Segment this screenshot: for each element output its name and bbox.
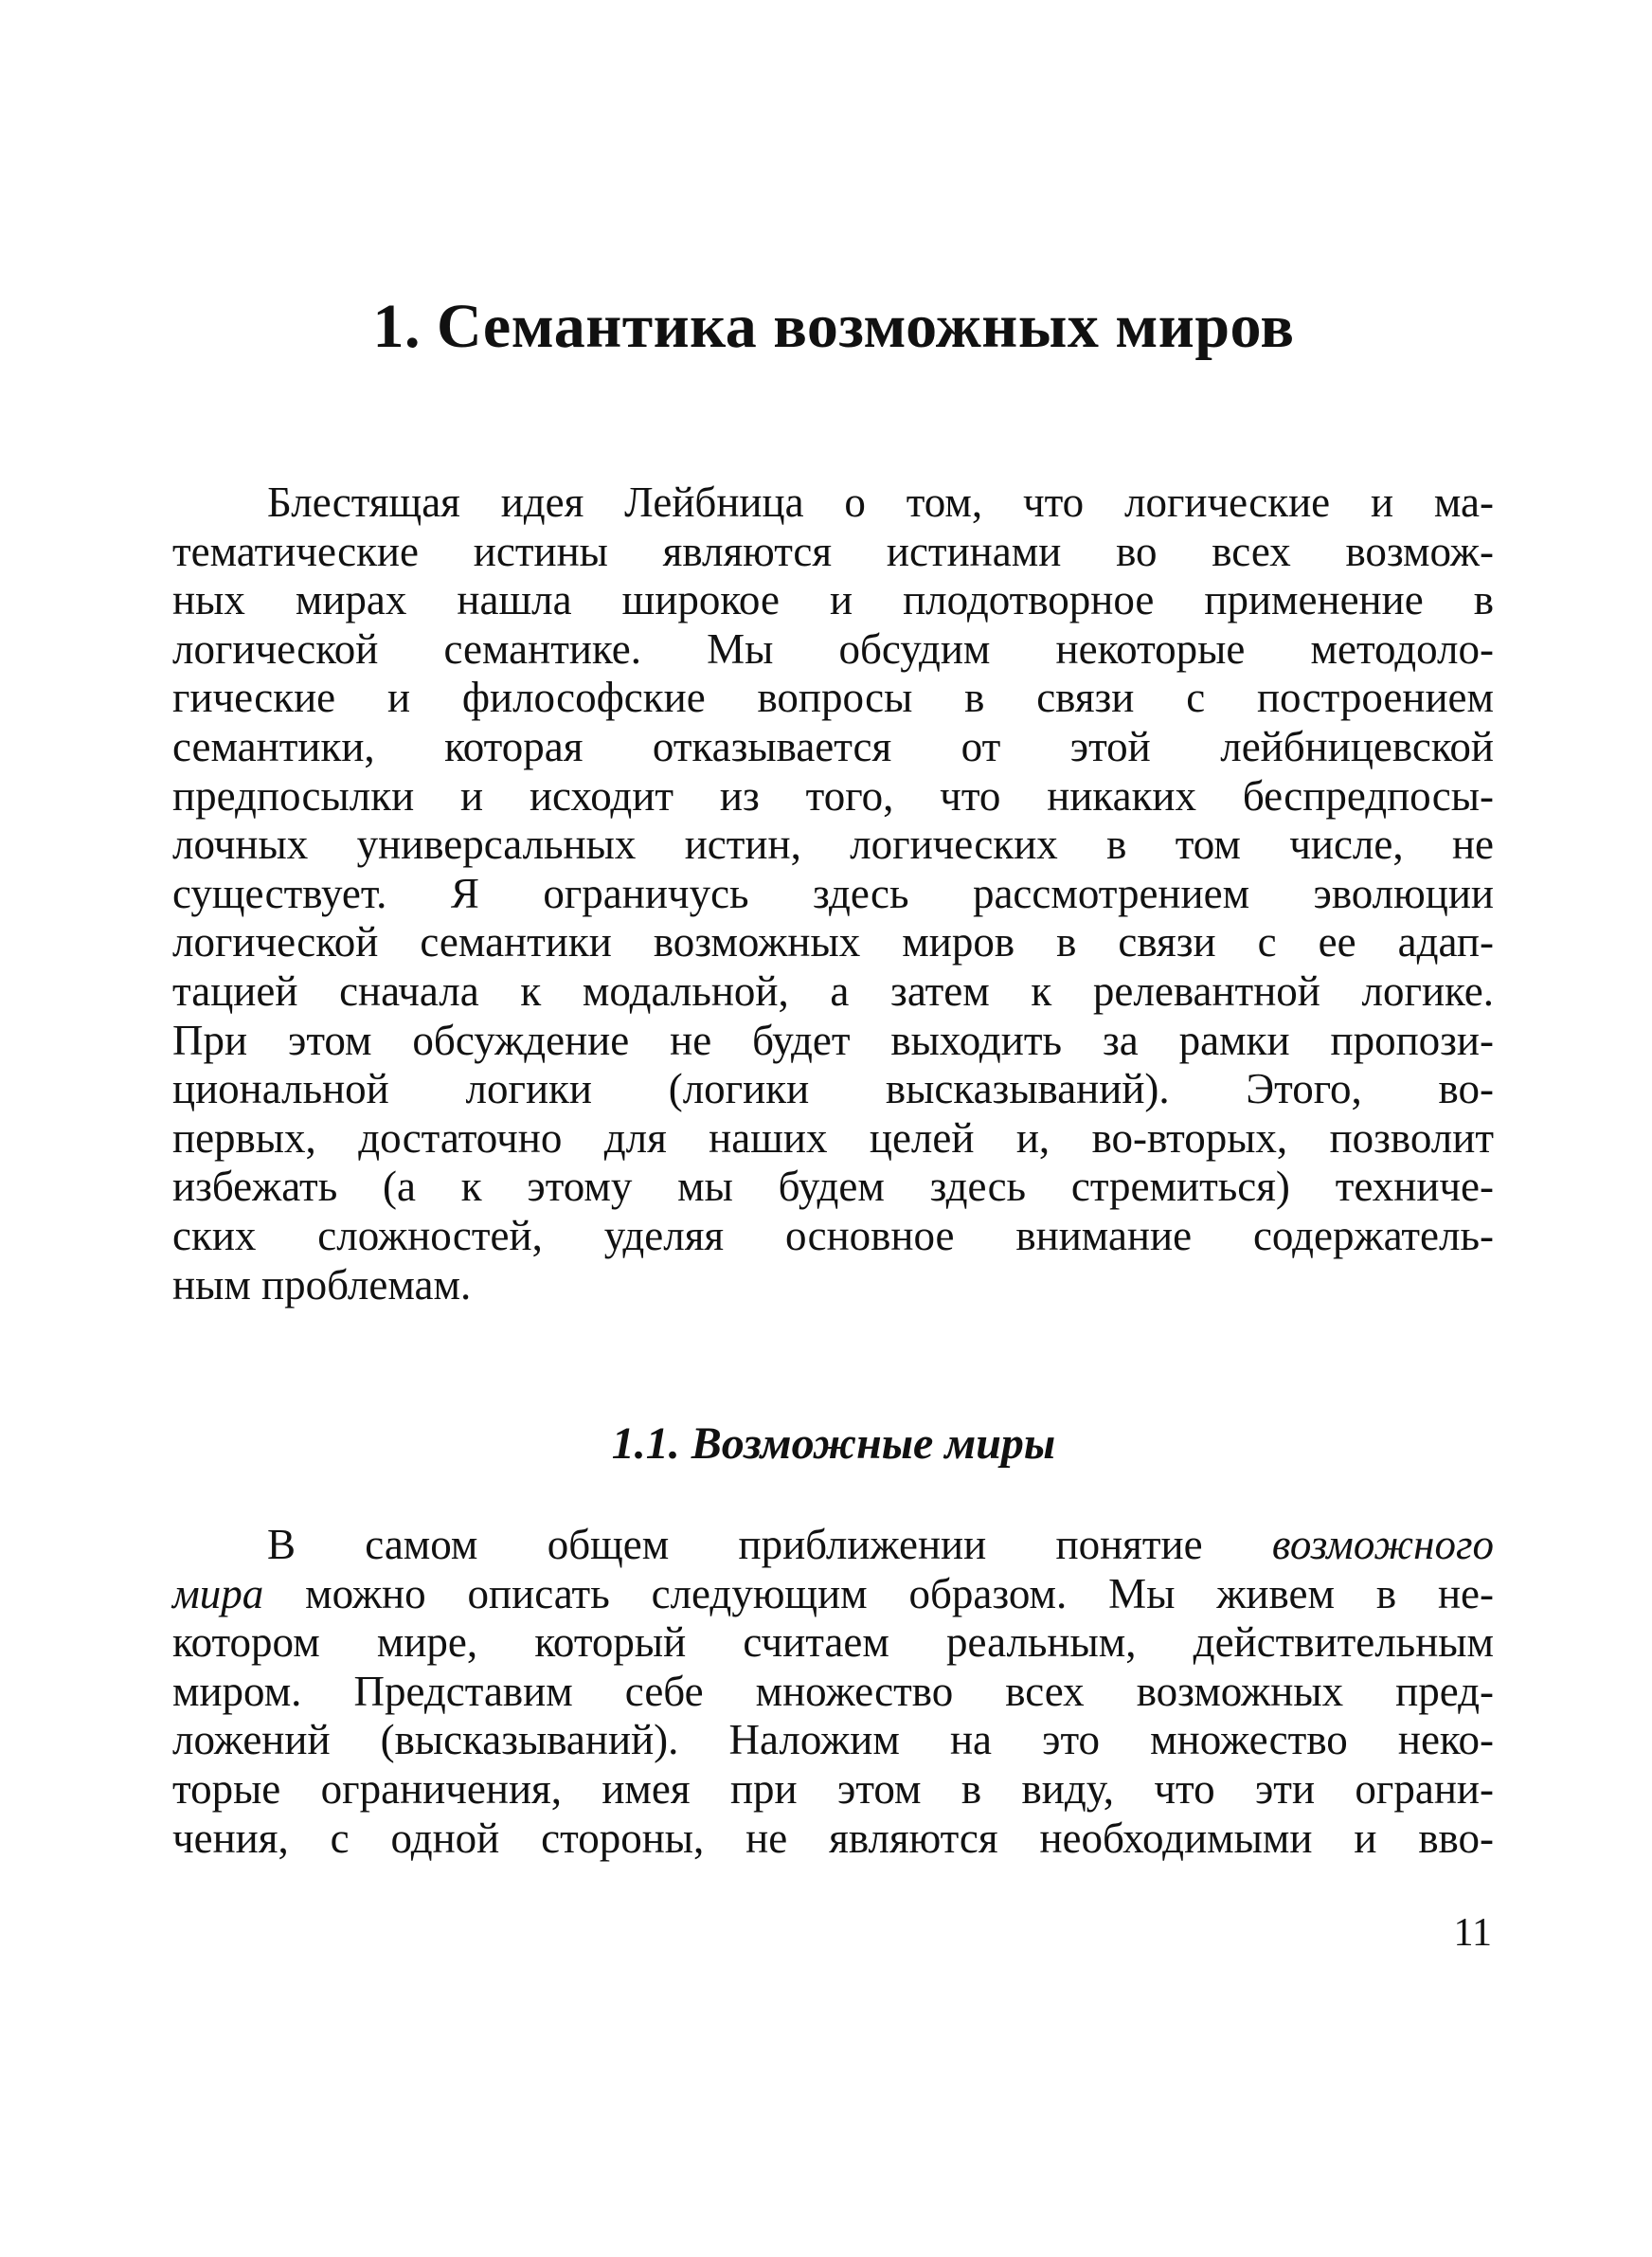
paragraph-line: тематические истины являются истинами во всех возмож- bbox=[172, 527, 1494, 575]
line-text: В самом общем приближении понятие bbox=[267, 1521, 1272, 1568]
paragraph-line: логической семантике. Мы обсудим некоторые методоло- bbox=[172, 624, 1494, 673]
section-paragraph bbox=[172, 1521, 1494, 1863]
paragraph-line: лочных универсальных истин, логических в том числе, не bbox=[172, 821, 1494, 869]
paragraph-line: семантики, которая отказывается от этой лейбницевской bbox=[172, 722, 1494, 770]
italic-term: мира bbox=[172, 1569, 264, 1617]
paragraph-line: первых, достаточно для наших целей и, во-вторых, позволит bbox=[172, 1113, 1494, 1162]
italic-term: возможного bbox=[1271, 1521, 1494, 1568]
paragraph-line: тацией сначала к модальной, а затем к релевантной логике. bbox=[172, 966, 1494, 1015]
paragraph-line: избежать (а к этому мы будем здесь стремиться) техниче- bbox=[172, 1163, 1494, 1211]
page-number: 11 bbox=[1453, 1911, 1492, 1955]
line-text: можно описать следующим образом. Мы живем в не- bbox=[263, 1569, 1494, 1617]
section-title: 1.1. Возможные миры bbox=[611, 1418, 1056, 1469]
paragraph-line: циональной логики (логики высказываний). Этого, во- bbox=[172, 1065, 1494, 1113]
paragraph-line: существует. Я ограничусь здесь рассмотрением эволюции bbox=[172, 869, 1494, 917]
paragraph-line: чения, с одной стороны, не являются необходимыми и вво- bbox=[172, 1814, 1494, 1862]
paragraph-line: гические и философские вопросы в связи с построением bbox=[172, 674, 1494, 722]
paragraph-line: миром. Представим себе множество всех возможных пред- bbox=[172, 1667, 1494, 1715]
paragraph-line bbox=[172, 1521, 1494, 1570]
paragraph-line: ным проблемам. bbox=[172, 1260, 472, 1309]
paragraph-line: ских сложностей, уделяя основное внимание содержатель- bbox=[172, 1211, 1494, 1259]
paragraph-line: ных мирах нашла широкое и плодотворное применение в bbox=[172, 576, 1494, 624]
paragraph-line: логической семантики возможных миров в связи с ее адап- bbox=[172, 918, 1494, 966]
paragraph-line: Блестящая идея Лейбница о том, что логические и ма- bbox=[267, 478, 1494, 526]
paragraph-line: При этом обсуждение не будет выходить за рамки пропози- bbox=[172, 1016, 1494, 1064]
paragraph-line: предпосылки и исходит из того, что никаких беспредпосы- bbox=[172, 771, 1494, 820]
paragraph-line: торые ограничения, имея при этом в виду, что эти ограни- bbox=[172, 1764, 1494, 1813]
chapter-title: 1. Семантика возможных миров bbox=[372, 292, 1295, 361]
paragraph-line bbox=[172, 1570, 1494, 1619]
chapter-intro-paragraph bbox=[172, 478, 1494, 1309]
paragraph-line: котором мире, который считаем реальным, действительным bbox=[172, 1618, 1494, 1667]
paragraph-line: ложений (высказываний). Наложим на это множество неко- bbox=[172, 1716, 1494, 1764]
